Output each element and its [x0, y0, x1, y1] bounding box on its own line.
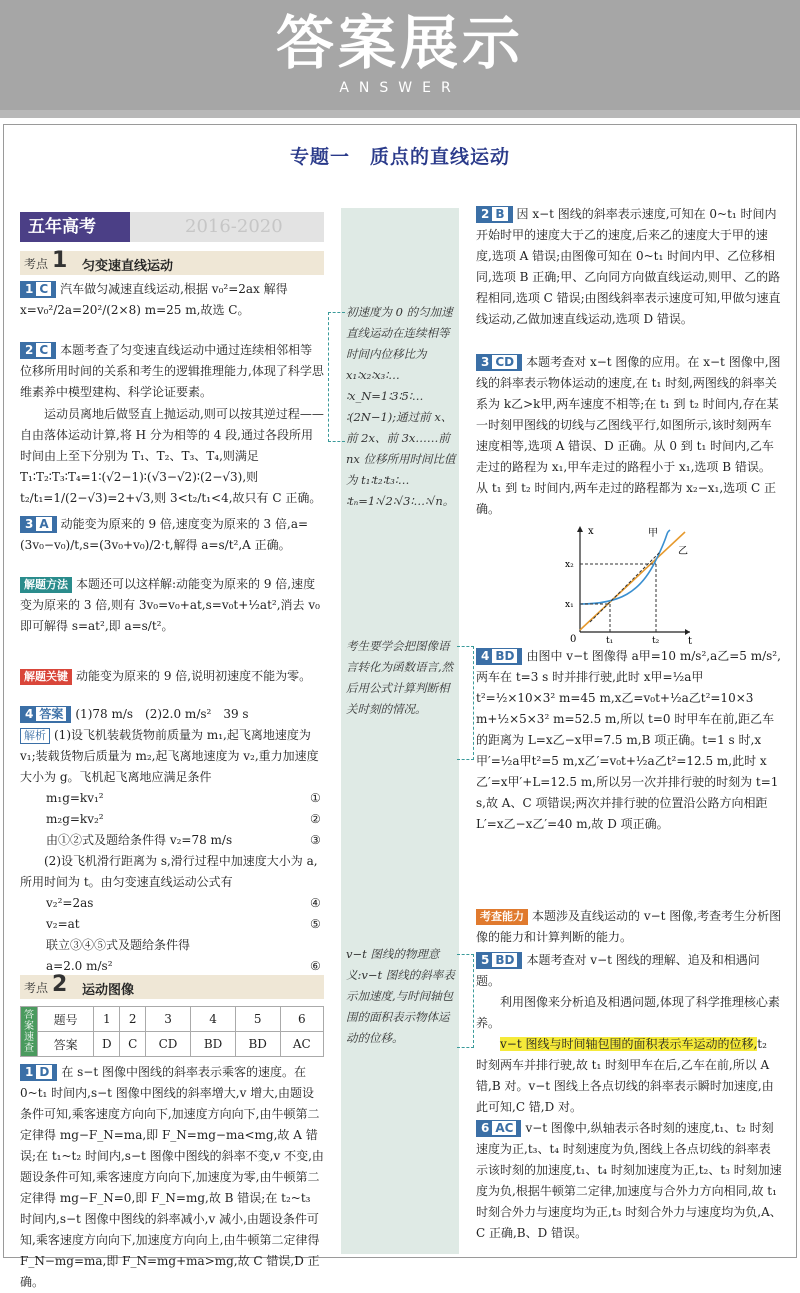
answer-block-q2	[20, 340, 324, 403]
table-header-cell: 题号	[38, 1007, 94, 1032]
answer-text-r5b: 利用图像来分析追及相遇问题,体现了科学推理核心素养。	[476, 995, 780, 1030]
answer-text: 动能变为原来的 9 倍,速度变为原来的 3 倍,a=(3v₀−v₀)/t,s=(3v₀+v₀)/2·t,解得 a=s/t²,A 正确。	[20, 517, 309, 552]
answer-block-r6	[476, 1118, 782, 1244]
table-header-cell: 6	[280, 1007, 323, 1032]
kaodian-label: 考点	[24, 981, 49, 995]
equation-6: a=2.0 m/s²	[46, 959, 113, 973]
graph-yi: 乙	[678, 546, 688, 557]
key-block	[20, 666, 324, 687]
table-side-label: 答案速查	[21, 1007, 38, 1057]
answer-block-q3	[20, 514, 324, 556]
question-tag: 5 BD	[476, 952, 522, 969]
answer-text: 汽车做匀减速直线运动,根据 v₀²=2ax 解得 x=v₀²/2a=20²/(2×8) m=25 m,故选 C。	[20, 282, 288, 317]
graph-origin: 0	[570, 634, 577, 644]
analysis-block-q4	[20, 725, 324, 788]
note-2: 考生要学会把图像语言转化为函数语言,然后用公式计算判断相关时刻的情况。	[346, 639, 454, 716]
question-tag: 3 A	[20, 516, 57, 533]
question-tag: 6 AC	[476, 1120, 521, 1137]
question-tag: 4 BD	[476, 648, 522, 665]
table-header-cell: 2	[120, 1007, 145, 1032]
answer-block-k2q1	[20, 1062, 324, 1293]
answer-block-q1	[20, 279, 324, 321]
question-tag: 3 CD	[476, 354, 522, 371]
graph-x-label: x	[588, 526, 594, 537]
equation-1: m₁g=kv₁²	[46, 791, 104, 805]
answer-text: 本题考查对 v−t 图线的理解、追及和相遇问题。	[476, 953, 760, 988]
note-connector	[457, 646, 474, 760]
equation-3: 由①②式及题给条件得 v₂=78 m/s	[46, 833, 233, 847]
line-yi	[580, 532, 685, 630]
answer-text: 本题考查了匀变速直线运动中通过连续相邻相等位移所用时间的关系和考生的逻辑推理能力,体现了科学思维素养中模型建构、科学论证要素。	[20, 343, 324, 399]
ability-label: 考查能力	[476, 909, 528, 925]
answer-text-q4-2: (2)设飞机滑行距离为 s,滑行过程中加速度大小为 a,所用时间为 t。由匀变速直线运动公式有	[20, 854, 318, 889]
question-tag: 2 B	[476, 206, 513, 223]
key-label: 解题关键	[20, 669, 72, 685]
kaodian-number: 1	[52, 248, 68, 273]
table-cell: D	[94, 1032, 120, 1057]
note-connector	[328, 312, 345, 442]
equation-4: v₂²=2as	[46, 896, 94, 910]
table-header-cell: 5	[235, 1007, 280, 1032]
section-years: 2016-2020	[185, 216, 283, 237]
kaodian-name: 运动图像	[82, 983, 135, 998]
graph-jia: 甲	[648, 528, 658, 539]
graph-x1: x₁	[565, 600, 574, 610]
x-axis-arrow	[577, 526, 583, 532]
graph-t2: t₂	[652, 636, 660, 644]
equation-number: ①	[310, 791, 321, 805]
analysis-label: 解析	[20, 728, 50, 744]
answer-block-r3	[476, 352, 782, 520]
table-cell: CD	[145, 1032, 190, 1057]
question-tag: 2 C	[20, 342, 56, 359]
answer-text: 因 x−t 图线的斜率表示速度,可知在 0~t₁ 时间内开始时甲的速度大于乙的速度,后来乙的速度大于甲的速度,选项 A 错误;由图像可知在 0~t₁ 时间内甲、乙位移相同,选项 B 正确;甲、乙向同方向做直线运动,则甲、乙的路程相同,选项 C 错误;由图线斜率表示速度可知,甲做匀速直线运动,乙做加速直线运动,选项 D 错误。	[476, 207, 781, 326]
kaodian-2-header	[20, 972, 324, 999]
key-text: 动能变为原来的 9 倍,说明初速度不能为零。	[76, 669, 312, 683]
kaodian-1-header	[20, 248, 324, 275]
banner-title: 答案展示	[275, 9, 524, 77]
method-text: 本题还可以这样解:动能变为原来的 9 倍,速度变为原来的 3 倍,则有 3v₀=v₀+at,s=v₀t+½at²,消去 v₀ 即可解得 s=at²,即 a=s/t²。	[20, 577, 320, 633]
table-cell: BD	[191, 1032, 236, 1057]
note-1: 初速度为 0 的匀加速直线运动在连续相等时间内位移比为 x₁∶x₂∶x₃∶…∶x_N=1∶3∶5∶…∶(2N−1);通过前 x、前 2x、前 3x……前 nx 位移所用时间比值为 t₁∶t₂∶t₃∶…∶tₙ=1∶√2∶√3∶…∶√n。	[346, 305, 456, 508]
equation-number: ⑤	[310, 917, 321, 931]
table-cell: 答案	[38, 1032, 94, 1057]
kaodian-name: 匀变速直线运动	[82, 259, 174, 274]
kaodian-label: 考点	[24, 257, 49, 271]
graph-x2: x₂	[565, 560, 574, 570]
answer-text: 在 s−t 图像中图线的斜率表示乘客的速度。在 0~t₁ 时间内,s−t 图像中图线的斜率增大,v 增大,由题设条件可知,乘客速度方向向下,加速度方向向下,由牛顿第二定律得 mg−F_N=ma,即 F_N=mg−ma<mg,故 A 错误;在 t₁~t₂ 时间内,s−t 图像中图线的斜率不变,v 不变,由题设条件可知,乘客速度方向向下,加速度为零,由牛顿第二定律得 mg−F_N=0,即 F_N=mg,故 B 错误;在 t₂~t₃ 时间内,s−t 图像中图线的斜率减小,v 减小,由题设条件可知,乘客速度方向向下,加速度方向向上,由牛顿第二定律得 F_N−mg=ma,即 F_N=mg+ma>mg,故 C 错误,D 正确。	[20, 1065, 324, 1289]
xt-graph	[560, 522, 700, 644]
kaodian-number: 2	[52, 972, 68, 997]
answer-block-r4	[476, 646, 782, 835]
question-tag: 1 C	[20, 281, 56, 298]
analysis-text: (1)设飞机装载货物前质量为 m₁,起飞离地速度为 v₁;装载货物后质量为 m₂,起飞离地速度为 v₂,重力加速度大小为 g。飞机起飞离地应满足条件	[20, 728, 319, 784]
ability-text: 本题涉及直线运动的 v−t 图像,考查考生分析图像的能力和计算判断的能力。	[476, 909, 782, 944]
table-cell: C	[120, 1032, 145, 1057]
method-block	[20, 574, 324, 637]
answer-text: v−t 图像中,纵轴表示各时刻的速度,t₁、t₂ 时刻速度为正,t₃、t₄ 时刻速度为负,图线上各点切线的斜率表示该时刻的加速度,t₁、t₄ 时刻加速度为正,t₂、t₃ 时刻加速度为负,根据牛顿第二定律,加速度与合外力方向相同,故 t₁ 时刻合外力与速度均为正,t₃ 时刻合外力与速度均为负,A、C 正确,B、D 错误。	[476, 1121, 782, 1240]
table-header-cell: 4	[191, 1007, 236, 1032]
question-tag: 1 D	[20, 1064, 57, 1081]
table-cell: BD	[235, 1032, 280, 1057]
note-connector	[457, 954, 474, 1048]
equation-number: ②	[310, 812, 321, 826]
ability-block	[476, 906, 782, 948]
table-cell: AC	[280, 1032, 323, 1057]
answer-block-r2	[476, 204, 782, 330]
equation-number: ③	[310, 833, 321, 847]
answer-block-r5	[476, 950, 782, 992]
method-label: 解题方法	[20, 577, 72, 593]
table-header-cell: 1	[94, 1007, 120, 1032]
answer-text: 本题考查对 x−t 图像的应用。在 x−t 图像中,图线的斜率表示物体运动的速度,在 t₁ 时刻,两图线的斜率关系为 k乙>k甲,两车速度不相等;在 t₁ 到 t₂ 时间内,存在某一时刻甲图线的切线与乙图线平行,如图所示,该时刻两车速度相等,选项 A 错误、D 正确。从 0 到 t₁ 时间内,乙车走过的路程为 x₁,甲车走过的路程小于 x₁,选项 B 错误。从 t₁ 到 t₂ 时间内,两车走过的路程都为 x₂−x₁,选项 C 正确。	[476, 355, 781, 516]
highlighted-text: v−t 图线与时间轴包围的面积表示车运动的位移,	[500, 1037, 758, 1051]
note-3: v−t 图线的物理意义:v−t 图线的斜率表示加速度,与时间轴包围的面积表示物体运动的位移。	[346, 947, 455, 1045]
answer-text: t₂ 时刻两车并排行驶,故 t₁ 时刻甲车在后,乙车在前,所以 A 错,B 对。v−t 图线上各点切线的斜率表示瞬时加速度,由此可知,C 错,D 对。	[476, 1037, 774, 1114]
equation-5b: 联立③④⑤式及题给条件得	[46, 938, 191, 952]
answer-text: (1)78 m/s (2)2.0 m/s² 39 s	[75, 707, 249, 721]
answer-block-q4	[20, 704, 324, 725]
question-tag: 4 答案	[20, 706, 71, 723]
section-label: 五年高考	[20, 212, 130, 242]
answer-text: 由图中 v−t 图像得 a甲=10 m/s²,a乙=5 m/s²,两车在 t=3 s 时并排行驶,此时 x甲=½a甲t²=½×10×3² m=45 m,x乙=v₀t+½a乙t²=10×3 m+½×5×3² m=52.5 m,所以 t=0 时甲车在前,距乙车的距离为 L=x乙−x甲=7.5 m,B 项正确。t=1 s 时,x甲′=½a甲t²=5 m,x乙′=v₀t+½a乙t²=12.5 m,此时 x乙′=x甲′+L=12.5 m,所以另一次并排行驶的时刻为 t=1 s,故 A、C 项错误;两次并排行驶的位置沿公路方向相距 L′=x乙−x乙′=40 m,故 D 项正确。	[476, 649, 781, 831]
header-banner	[0, 0, 800, 118]
answer-text-r5c	[476, 1034, 782, 1118]
banner-subtitle: ANSWER	[339, 80, 461, 96]
t-axis-arrow	[685, 629, 690, 635]
answer-quick-table	[20, 1006, 324, 1057]
equation-number: ⑥	[310, 959, 321, 973]
table-header-cell: 3	[145, 1007, 190, 1032]
graph-t1: t₁	[606, 636, 614, 644]
equation-number: ④	[310, 896, 321, 910]
topic-title: 专题一 质点的直线运动	[289, 146, 510, 168]
answer-text-q2b: 运动员离地后做竖直上抛运动,则可以按其逆过程——自由落体运动计算,将 H 分为相等的 4 段,通过各段所用时间由上至下分别为 T₁、T₂、T₃、T₄,则满足 T₁∶T₂∶T₃∶T₄=1∶(√2−1)∶(√3−√2)∶(2−√3),则 t₂/t₁=1/(2−√3)=2+√3,则 3<t₂/t₁<4,故只有 C 正确。	[20, 407, 324, 505]
equation-5: v₂=at	[46, 917, 80, 931]
equation-2: m₂g=kv₂²	[46, 812, 104, 826]
graph-t-label: t	[688, 636, 693, 644]
